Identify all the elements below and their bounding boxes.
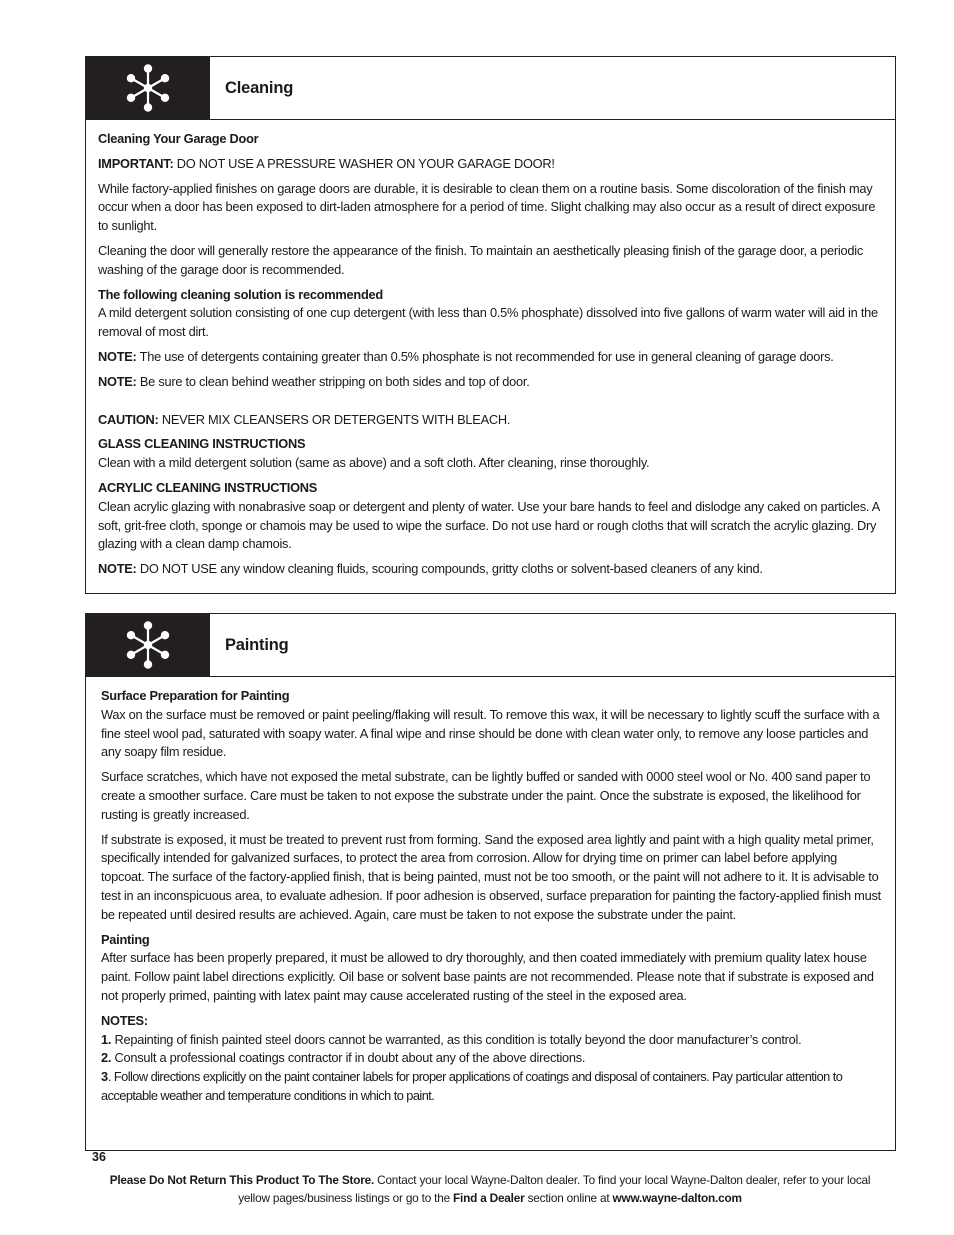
- cleaning-para-1: While factory-applied finishes on garage doors are durable, it is desirable to clean them on a routine basis. Some discoloration of the finish may occur when a door has been exposed to dirt-laden atmosphere for a period of time. Slight chalking may also occur as a result of direct exposure to sunlight.: [98, 180, 876, 234]
- note-text: Repainting of finish painted steel doors cannot be warranted, as this condition is totally beyond the door manufacturer’s control.: [111, 1031, 802, 1047]
- note-text: The use of detergents containing greater than 0.5% phosphate is not recommended for use in general cleaning of garage doors.: [136, 348, 834, 364]
- substrate-para: If substrate is exposed, it must be treated to prevent rust from forming. Sand the exposed area lightly and paint with a high quality metal primer, specifically intended for galvanized surfaces, to protect the area from corrosion. Allow for drying time on primer can label before applying topcoat. The surface of the factory-applied finish, that is being painted, must not be too smooth, or the paint will not adhere to it. It is advisable to test in an inconspicuous area, to evaluate adhesion. If poor adhesion is observed, surface preparation for painting the factory-applied finish must be repeated until desired results are achieved. Again, care must be taken to not expose the substrate under the paint.: [101, 831, 881, 922]
- solution-block: [98, 286, 883, 342]
- cleaning-note-2: [98, 373, 883, 392]
- note-text: Be sure to clean behind weather stripping on both sides and top of door.: [136, 373, 530, 389]
- note-label: NOTE:: [98, 561, 137, 577]
- note-label: NOTE:: [98, 348, 137, 364]
- cleaning-body: [86, 120, 895, 593]
- note-number: 2.: [101, 1050, 112, 1066]
- caution-text: NEVER MIX CLEANSERS OR DETERGENTS WITH BLEACH.: [158, 411, 511, 427]
- footer-bold-notice: Please Do Not Return This Product To The Store.: [109, 1173, 375, 1187]
- acrylic-block: [98, 479, 883, 554]
- glass-block: [98, 435, 883, 473]
- cleaning-section: [85, 56, 896, 594]
- footer-website: www.wayne-dalton.com: [612, 1190, 742, 1205]
- page-number: 36: [92, 1150, 106, 1164]
- painting-subheading: Painting: [101, 931, 150, 947]
- important-label: IMPORTANT:: [98, 155, 174, 171]
- footer-find-dealer: Find a Dealer: [453, 1190, 525, 1205]
- footer-text: Contact your local Wayne-Dalton dealer. To find your local Wayne-Dalton dealer, refer to your local yellow pages/business listings or go to the: [238, 1173, 871, 1205]
- note-number: 1.: [101, 1031, 112, 1047]
- cleaning-note-1: [98, 348, 883, 367]
- note-text: Consult a professional coatings contractor if in doubt about any of the above directions.: [111, 1050, 586, 1066]
- acrylic-text: Clean acrylic glazing with nonabrasive soap or detergent and plenty of water. Use your bare hands to feel and dislodge any caked on particles. A soft, grit-free cloth, sponge or chamois may be used to wipe the surface. Do not use hard or rough cloths that will scratch the acrylic glazing. Dry glazing with a clean damp chamois.: [98, 498, 880, 552]
- painting-header: [86, 614, 895, 677]
- cleaning-para-2: Cleaning the door will generally restore the appearance of the finish. To maintain an aesthetically pleasing finish of the garage door, a periodic washing of the garage door is recommended.: [98, 242, 863, 277]
- snowflake-molecule-icon: [124, 64, 172, 112]
- painting-body: [86, 677, 895, 1120]
- painting-title: Painting: [225, 635, 289, 654]
- cleaning-icon-box: [86, 57, 210, 119]
- prep-text: Wax on the surface must be removed or paint peeling/flaking will result. To remove this wax, it will be necessary to lightly scuff the surface with a fine steel wool pad, saturated with soapy water. A final wipe and rinse should be done with clean water only, to remove any loose particles and any soapy film residue.: [101, 706, 880, 760]
- painting-section: [85, 613, 896, 1151]
- painting-block: [101, 931, 883, 1006]
- cleaning-subtitle: Cleaning Your Garage Door: [98, 131, 259, 146]
- caution-label: CAUTION:: [98, 411, 159, 427]
- notes-block: [101, 1012, 883, 1106]
- painting-icon-box: [86, 614, 210, 676]
- notes-heading: NOTES:: [101, 1012, 148, 1028]
- note-text: DO NOT USE any window cleaning fluids, scouring compounds, gritty cloths or solvent-based cleaners of any kind.: [136, 561, 763, 577]
- painting-text: After surface has been properly prepared, it must be allowed to dry thoroughly, and then coated immediately with premium quality latex house paint. Follow paint label directions explicitly. Oil base or solvent base paints are not recommended. Please note that if substrate is exposed and not properly primed, painting with latex paint may cause accelerated rusting of the steel in the exposed area.: [101, 950, 874, 1003]
- solution-heading: The following cleaning solution is recommended: [98, 286, 383, 302]
- cleaning-title: Cleaning: [225, 78, 294, 97]
- important-text: DO NOT USE A PRESSURE WASHER ON YOUR GARAGE DOOR!: [173, 155, 555, 171]
- acrylic-heading: ACRYLIC CLEANING INSTRUCTIONS: [98, 479, 318, 495]
- solution-text: A mild detergent solution consisting of one cup detergent (with less than 0.5% phosphate) dissolved into five gallons of warm water will aid in the removal of most dirt.: [98, 305, 878, 340]
- note-text: . Follow directions explicitly on the paint container labels for proper applications of coatings and disposal of containers. Pay particular attention to acceptable weather and temperature conditions in which to paint.: [101, 1069, 843, 1103]
- glass-heading: GLASS CLEANING INSTRUCTIONS: [98, 436, 306, 452]
- footer-text: section online at: [524, 1190, 613, 1205]
- prep-heading: Surface Preparation for Painting: [101, 688, 290, 703]
- note-label: NOTE:: [98, 373, 137, 389]
- snowflake-molecule-icon: [124, 621, 172, 669]
- glass-text: Clean with a mild detergent solution (same as above) and a soft cloth. After cleaning, rinse thoroughly.: [98, 455, 650, 471]
- scratch-para: Surface scratches, which have not exposed the metal substrate, can be lightly buffed or sanded with 0000 steel wool or No. 400 sand paper to create a smoother surface. Care must be taken to not expose the substrate under the paint. Once the substrate is exposed, the likelihood for rusting is greatly increased.: [101, 769, 871, 822]
- note-number: 3: [101, 1069, 108, 1085]
- caution-notice: [98, 411, 883, 430]
- footer: [95, 1172, 885, 1207]
- prep-block: [101, 687, 883, 762]
- cleaning-header: [86, 57, 895, 120]
- cleaning-note-3: [98, 560, 883, 579]
- important-notice: [98, 155, 883, 174]
